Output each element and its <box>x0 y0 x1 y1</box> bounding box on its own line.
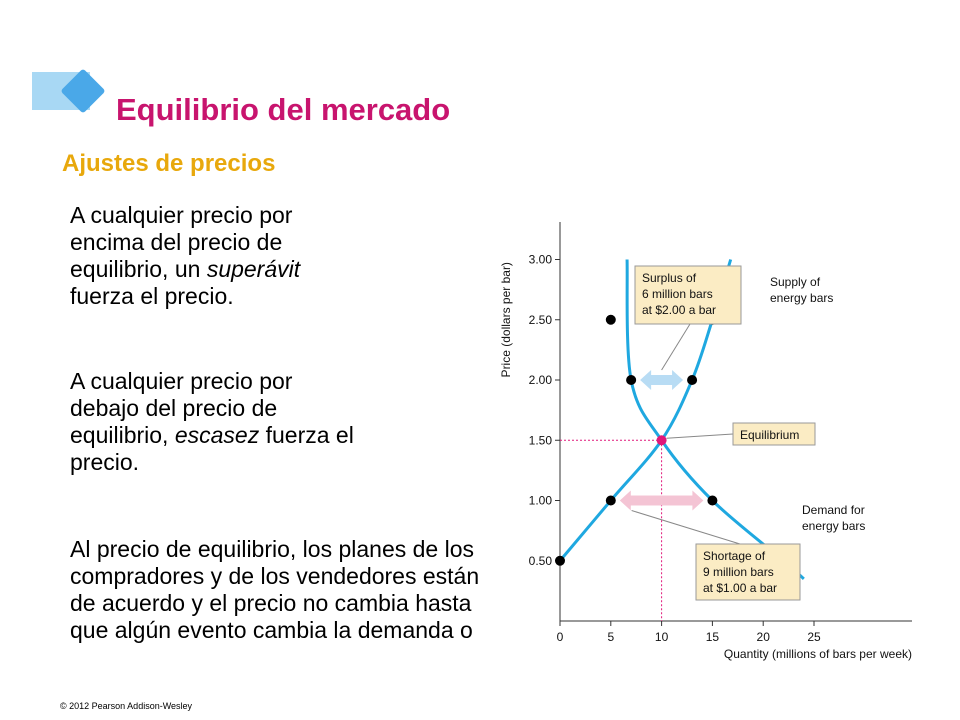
data-point <box>555 556 565 566</box>
slide-subtitle: Ajustes de precios <box>62 150 276 177</box>
y-tick-label: 0.50 <box>528 553 552 568</box>
y-axis-label: Price (dollars per bar) <box>499 262 513 378</box>
surplus-callout-text: Surplus of <box>642 271 697 285</box>
y-tick-label: 2.50 <box>528 312 552 327</box>
equilibrium-callout-leader <box>667 434 733 438</box>
demand-curve-label: energy bars <box>802 519 866 533</box>
x-axis-label: Quantity (millions of bars per week) <box>723 647 912 661</box>
paragraph-surplus <box>70 202 490 310</box>
data-point <box>626 375 636 385</box>
para1-surplus-word: superávit <box>206 256 301 282</box>
shortage-callout-leader <box>632 511 740 545</box>
para2-line3a: equilibrio, <box>70 422 175 448</box>
data-point <box>687 375 697 385</box>
shortage-callout-text: 9 million bars <box>703 565 774 579</box>
surplus-callout-text: at $2.00 a bar <box>642 303 717 317</box>
surplus-arrow <box>640 370 683 390</box>
surplus-callout-text: 6 million bars <box>642 287 713 301</box>
copyright-notice: © 2012 Pearson Addison-Wesley <box>60 701 193 711</box>
x-tick-label: 5 <box>607 630 615 644</box>
para2-shortage-word: escasez <box>174 422 260 448</box>
para2-line2: debajo del precio de <box>70 395 278 421</box>
data-point <box>606 315 616 325</box>
equilibrium-callout-text: Equilibrium <box>740 428 800 442</box>
para2-line3c: fuerza el <box>259 422 354 448</box>
y-tick-label: 2.00 <box>528 373 552 387</box>
para2-line4: precio. <box>70 449 140 475</box>
demand-curve-label: Demand for <box>802 503 865 517</box>
equilibrium-point <box>657 435 667 445</box>
surplus-callout-leader <box>662 324 690 370</box>
x-tick-label: 15 <box>705 630 720 644</box>
y-tick-label: 1.50 <box>528 433 552 448</box>
y-tick-label: 3.00 <box>528 252 552 267</box>
slide-title: Equilibrio del mercado <box>116 92 451 127</box>
x-tick-label: 0 <box>556 630 564 644</box>
para2-line1: A cualquier precio por <box>70 368 293 394</box>
data-point <box>606 496 616 506</box>
x-tick-label: 20 <box>756 630 770 644</box>
paragraph-equilibrium: Al precio de equilibrio, los planes de los compradores y de los vendedores están de acuerdo y el precio no cambia hasta que algún evento cambia la demanda o <box>70 536 480 643</box>
x-tick-label: 25 <box>807 630 821 644</box>
para1-line4: fuerza el precio. <box>70 283 234 309</box>
para1-line2: encima del precio de <box>70 229 283 255</box>
x-tick-label: 10 <box>654 630 669 644</box>
shortage-callout-text: Shortage of <box>703 549 766 563</box>
supply-curve-label: energy bars <box>770 291 834 305</box>
shortage-callout-text: at $1.00 a bar <box>703 581 778 595</box>
y-tick-label: 1.00 <box>528 493 552 508</box>
para1-line3a: equilibrio, un <box>70 256 207 282</box>
para1-line1: A cualquier precio por <box>70 202 293 228</box>
supply-curve-label: Supply of <box>770 275 821 289</box>
supply-demand-chart <box>490 212 930 672</box>
data-point <box>707 496 717 506</box>
paragraph-shortage <box>70 368 490 476</box>
